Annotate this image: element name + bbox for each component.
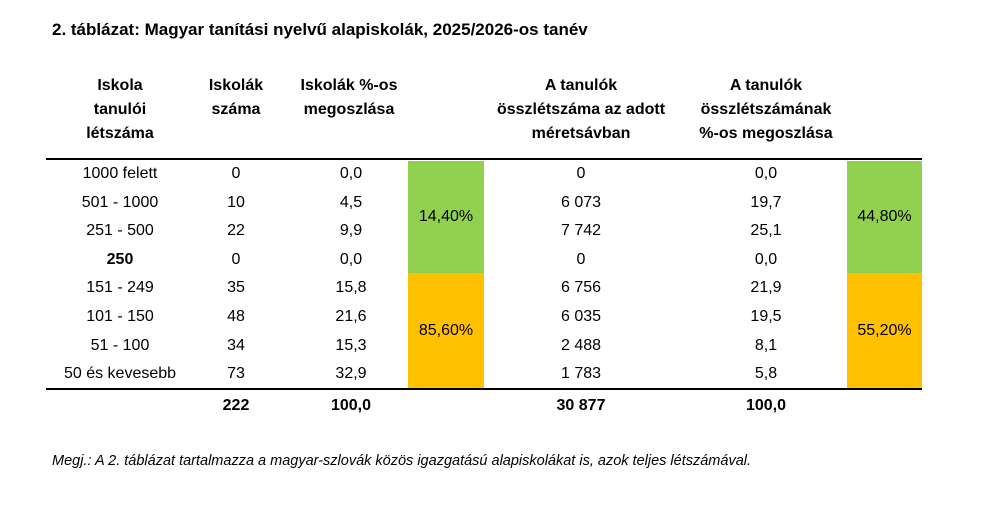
cell-size: 101 - 150 — [86, 308, 154, 325]
cell-size: 250 — [106, 250, 134, 268]
cell-students: 0 — [576, 165, 586, 182]
header-line: megoszlása — [303, 101, 395, 118]
cell-size: 1000 felett — [82, 165, 158, 182]
header-line: A tanulók — [729, 77, 803, 94]
students-large-share: 44,80% — [847, 161, 922, 273]
header-line: méretsávban — [531, 125, 631, 142]
total-divider — [46, 388, 922, 390]
cell-students-pct: 5,8 — [754, 365, 778, 383]
header-student-pct — [682, 74, 850, 146]
total-schools-pct: 100,0 — [330, 397, 372, 414]
cell-schools-pct: 0,0 — [339, 165, 363, 182]
header-line: száma — [211, 101, 261, 118]
cell-size: 51 - 100 — [90, 336, 150, 354]
header-line: tanulói — [93, 101, 147, 118]
cell-schools: 22 — [227, 222, 245, 240]
cell-schools: 0 — [231, 165, 241, 182]
total-schools: 222 — [222, 397, 250, 414]
header-line: %-os megoszlása — [699, 125, 833, 142]
cell-size: 50 és kevesebb — [63, 365, 177, 383]
students-small-share: 55,20% — [847, 273, 922, 388]
cell-students: 6 035 — [560, 308, 602, 325]
header-line: Iskolák — [208, 77, 264, 94]
table-note: Megj.: A 2. táblázat tartalmazza a magyar-szlovák közös igazgatású alapiskolákat is, azok teljes létszámával. — [52, 453, 752, 469]
cell-schools-pct: 4,5 — [339, 193, 363, 211]
cell-students-pct: 19,7 — [750, 193, 782, 211]
cell-students-pct: 0,0 — [754, 165, 778, 182]
header-line: létszáma — [86, 125, 154, 142]
cell-schools: 73 — [227, 365, 245, 383]
cell-schools: 0 — [231, 250, 241, 268]
header-student-count — [481, 74, 681, 146]
cell-schools-pct: 15,3 — [335, 336, 367, 354]
header-school-count — [196, 74, 276, 122]
header-line: összlétszáma az adott — [496, 101, 666, 118]
cell-schools: 10 — [227, 193, 245, 211]
cell-size: 251 - 500 — [86, 222, 154, 240]
cell-students: 0 — [576, 250, 586, 268]
header-line: A tanulók — [544, 77, 618, 94]
cell-schools-pct: 15,8 — [335, 279, 367, 297]
cell-students-pct: 0,0 — [754, 250, 778, 268]
cell-schools-pct: 32,9 — [335, 365, 367, 383]
header-line: Iskolák %-os — [300, 77, 398, 94]
cell-size: 501 - 1000 — [81, 193, 159, 211]
school-table — [46, 74, 922, 418]
cell-students-pct: 19,5 — [750, 308, 782, 325]
total-students: 30 877 — [556, 397, 606, 414]
cell-students: 6 073 — [560, 193, 602, 211]
cell-schools-pct: 0,0 — [339, 250, 363, 268]
header-line: összlétszámának — [700, 101, 832, 118]
cell-schools-pct: 9,9 — [339, 222, 363, 240]
cell-schools: 35 — [227, 279, 245, 297]
cell-schools-pct: 21,6 — [335, 308, 367, 325]
schools-small-share: 85,60% — [408, 273, 484, 388]
total-students-pct: 100,0 — [745, 397, 787, 414]
header-school-pct — [284, 74, 414, 122]
cell-students: 7 742 — [560, 222, 602, 240]
cell-students-pct: 8,1 — [754, 336, 778, 354]
cell-schools: 34 — [227, 336, 245, 354]
cell-students: 6 756 — [560, 279, 602, 297]
header-school-size — [58, 74, 182, 146]
cell-students-pct: 25,1 — [750, 222, 782, 240]
header-divider — [46, 158, 922, 160]
schools-large-share: 14,40% — [408, 161, 484, 273]
cell-students: 2 488 — [560, 336, 602, 354]
cell-schools: 48 — [227, 308, 245, 325]
cell-size: 151 - 249 — [86, 279, 154, 297]
cell-students: 1 783 — [560, 365, 602, 383]
cell-students-pct: 21,9 — [750, 279, 782, 297]
table-title: 2. táblázat: Magyar tanítási nyelvű alapiskolák, 2025/2026-os tanév — [52, 20, 588, 39]
header-line: Iskola — [97, 77, 143, 94]
